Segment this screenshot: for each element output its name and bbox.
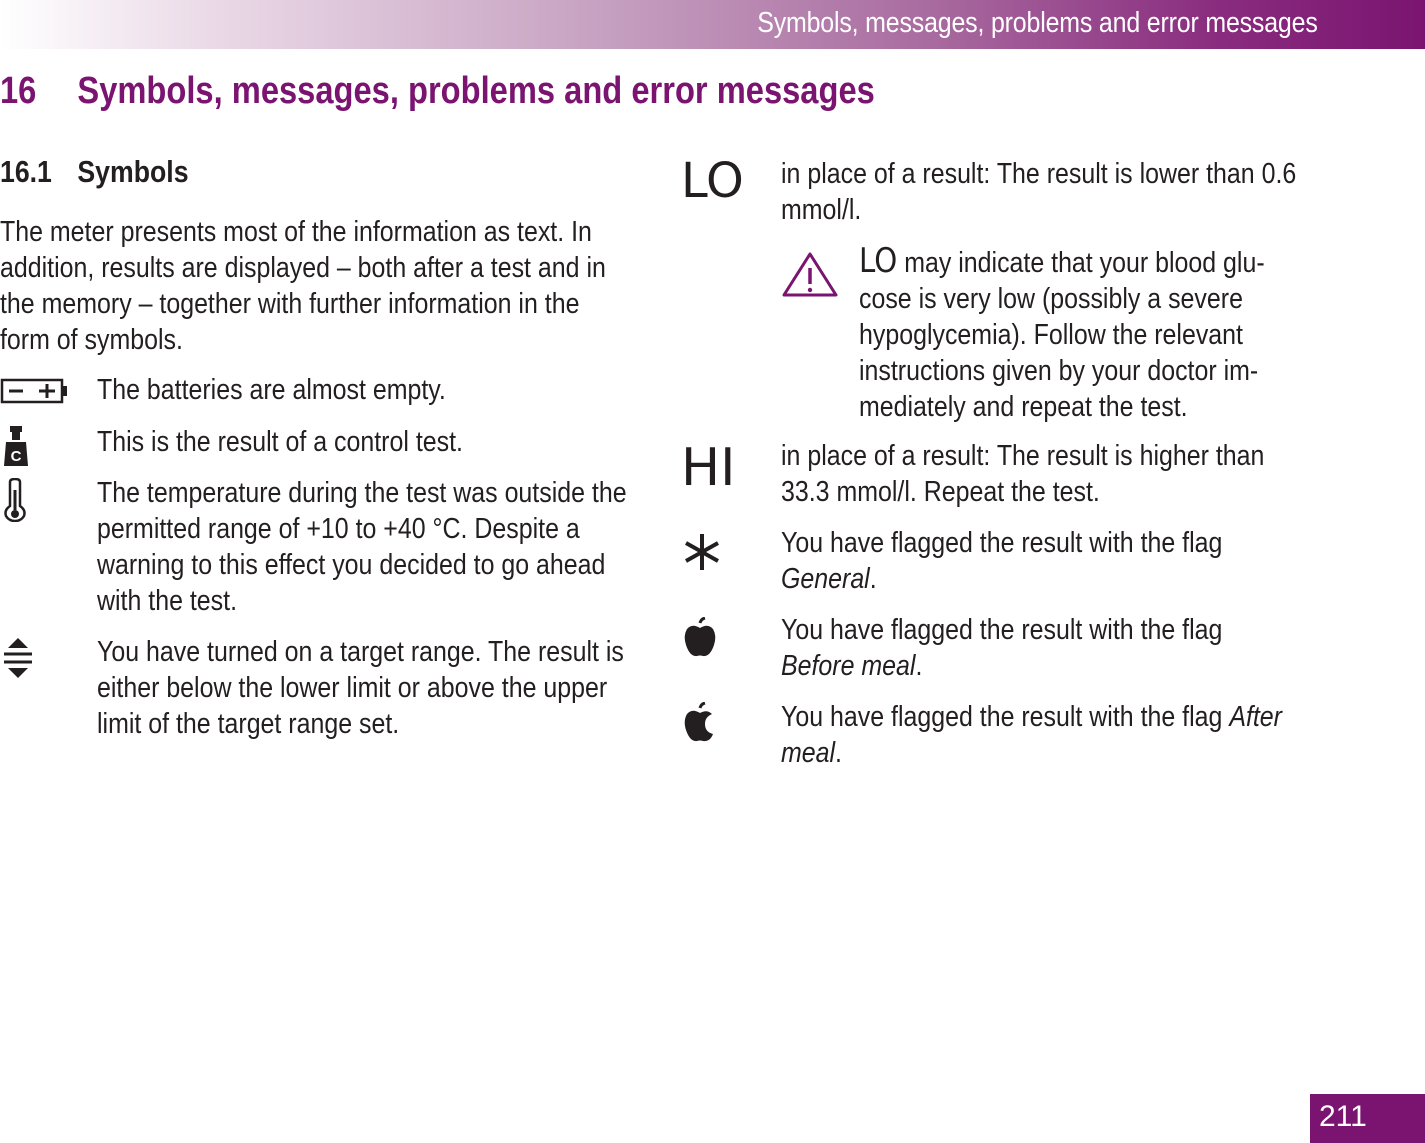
flag-after-meal-name: After meal bbox=[781, 701, 1282, 769]
flag-after-meal-text bbox=[781, 699, 1314, 771]
intro-paragraph: The meter presents most of the information as text. In addition, results are displayed – both after a test and in the memory – together with further information in the form of symbols. bbox=[0, 216, 606, 356]
flag-general-text bbox=[781, 525, 1297, 597]
lo-warning-body: may indicate that your blood glu-cose is very low (possibly a severe hypoglycemia). Follow the relevant instructions given by your doctor im-mediately and repeat the test. bbox=[859, 247, 1265, 423]
flag-after-meal-end: . bbox=[835, 737, 842, 769]
hi-text: in place of a result: The result is higher than 33.3 mmol/l. Repeat the test. bbox=[781, 440, 1265, 508]
header-band bbox=[0, 0, 1425, 49]
hi-symbol: HI bbox=[681, 438, 736, 498]
flag-general-end: . bbox=[869, 563, 877, 595]
target-range-icon bbox=[2, 636, 34, 680]
lo-text: in place of a result: The result is lower than 0.6 mmol/l. bbox=[781, 158, 1297, 226]
svg-text:C: C bbox=[10, 448, 22, 465]
asterisk-flag-icon bbox=[682, 532, 722, 572]
flag-general-lead: You have flagged the result with the flag bbox=[781, 527, 1223, 559]
section-title-text: Symbols bbox=[77, 154, 189, 189]
flag-before-meal-name: Before meal bbox=[781, 650, 916, 682]
flag-before-meal-end: . bbox=[915, 650, 923, 682]
thermometer-icon bbox=[2, 478, 28, 522]
chapter-number: 16 bbox=[0, 70, 37, 112]
warning-triangle-icon bbox=[781, 250, 839, 298]
battery-low-icon bbox=[0, 376, 68, 406]
running-title: Symbols, messages, problems and error messages bbox=[757, 7, 1318, 39]
temperature-text: The temperature during the test was outside the permitted range of +10 to +40 °C. Despite a warning to this effect you decided to go ahead with the test. bbox=[97, 477, 627, 617]
lo-warning-text bbox=[859, 243, 1298, 425]
control-solution-icon bbox=[2, 424, 30, 468]
control-text: This is the result of a control test. bbox=[97, 426, 463, 458]
flag-general-name: General bbox=[781, 563, 870, 595]
chapter-title-text: Symbols, messages, problems and error messages bbox=[77, 70, 875, 112]
lo-inline-symbol: LO bbox=[859, 241, 898, 281]
flag-after-meal-lead: You have flagged the result with the flag bbox=[781, 701, 1230, 733]
apple-bitten-icon bbox=[683, 702, 717, 744]
flag-before-meal-text bbox=[781, 612, 1297, 684]
flag-before-meal-lead: You have flagged the result with the flag bbox=[781, 614, 1223, 646]
page-number: 211 bbox=[1319, 1100, 1367, 1133]
section-title bbox=[0, 154, 189, 190]
apple-whole-icon bbox=[683, 617, 717, 659]
chapter-title bbox=[0, 70, 875, 113]
target-range-text: You have turned on a target range. The result is either below the lower limit or above the upper limit of the target range set. bbox=[97, 636, 624, 740]
section-number: 16.1 bbox=[0, 154, 52, 189]
page-number-box bbox=[1310, 1094, 1425, 1143]
battery-text: The batteries are almost empty. bbox=[97, 374, 446, 406]
lo-symbol: LO bbox=[681, 153, 744, 209]
